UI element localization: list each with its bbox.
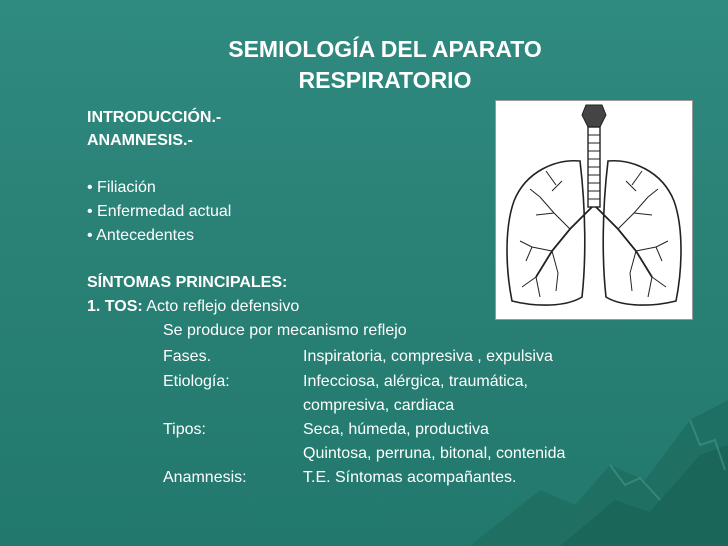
lungs-drawing <box>496 101 692 319</box>
tos-mecanismo: Se produce por mecanismo reflejo <box>163 322 407 339</box>
bullet-antecedentes: • Antecedentes <box>87 227 195 244</box>
row-value-fases: Inspiratoria, compresiva , expulsiva <box>303 348 553 365</box>
title-line-2: RESPIRATORIO <box>298 67 472 93</box>
row-cont-tipos: Quintosa, perruna, bitonal, contenida <box>303 445 566 462</box>
row-label-anamnesis: Anamnesis: <box>163 469 247 486</box>
row-label-etiologia: Etiología: <box>163 373 230 390</box>
bullet-filiacion: • Filiación <box>87 179 156 196</box>
tos-label: 1. TOS: <box>87 298 143 315</box>
heading-introduccion: INTRODUCCIÓN.- <box>87 109 222 126</box>
slide-title <box>150 34 620 96</box>
bullet-enfermedad-actual: • Enfermedad actual <box>87 203 232 220</box>
row-value-tipos: Seca, húmeda, productiva <box>303 421 489 438</box>
tos-description: Acto reflejo defensivo <box>142 298 300 315</box>
title-line-1: SEMIOLOGÍA DEL APARATO <box>228 36 542 62</box>
row-cont-etiologia: compresiva, cardiaca <box>303 397 455 414</box>
tos-line <box>87 297 299 317</box>
row-label-tipos: Tipos: <box>163 421 206 438</box>
lungs-illustration <box>495 100 693 320</box>
row-value-etiologia: Infecciosa, alérgica, traumática, <box>303 373 528 390</box>
heading-anamnesis: ANAMNESIS.- <box>87 132 193 149</box>
row-value-anamnesis: T.E. Síntomas acompañantes. <box>303 469 517 486</box>
heading-sintomas: SÍNTOMAS PRINCIPALES: <box>87 274 288 291</box>
row-label-fases: Fases. <box>163 348 212 365</box>
